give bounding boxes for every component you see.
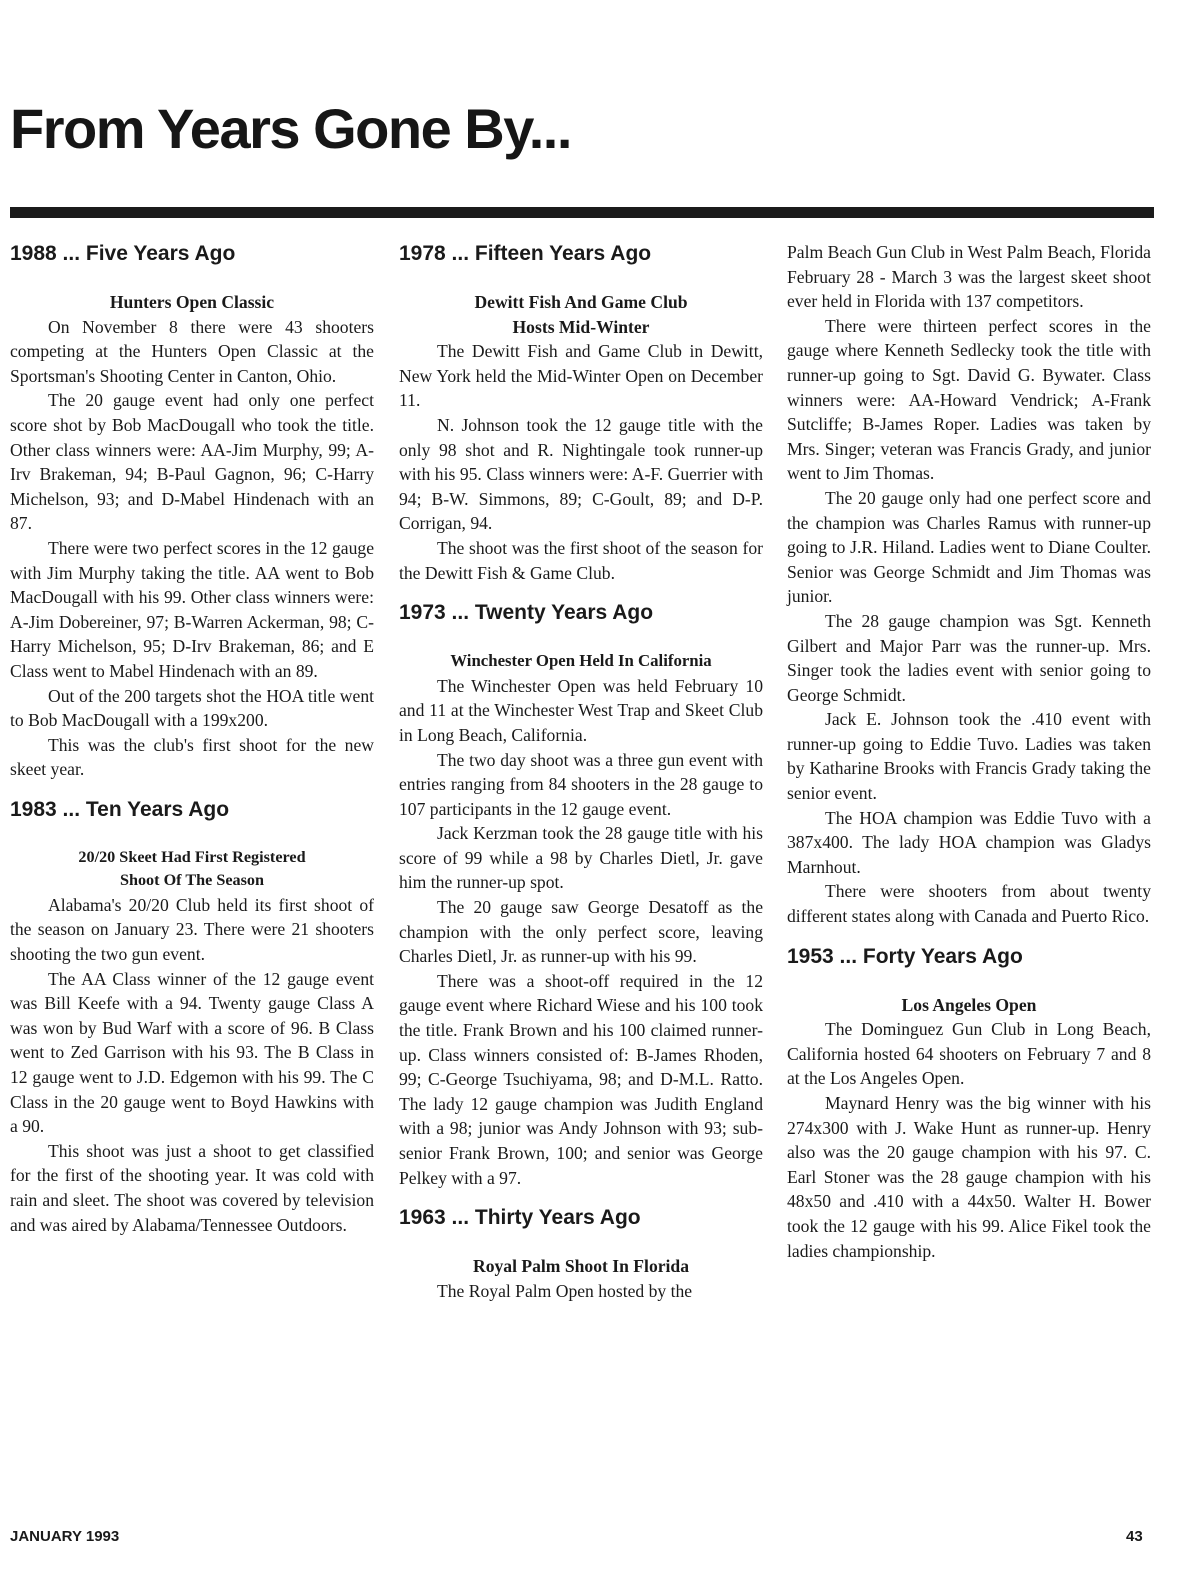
paragraph: The Dewitt Fish and Game Club in Dewitt, New York held the Mid-Winter Open on December 11. [399, 341, 763, 411]
paragraph: The Royal Palm Open hosted by the [437, 1280, 693, 1301]
paragraph: The 28 gauge champion was Sgt. Kenneth Gilbert and Major Parr was the runner-up. Mrs. Singer took the ladies event with senior going to George Schmidt. [787, 610, 1151, 705]
section-heading-1963: 1963 ... Thirty Years Ago [399, 1206, 641, 1230]
paragraph: Out of the 200 targets shot the HOA title went to Bob MacDougall with a 199x200. [10, 685, 374, 731]
subheading-2020-skeet-line2: Shoot Of The Season [119, 871, 265, 890]
paragraph: There were shooters from about twenty different states along with Canada and Puerto Rico. [787, 881, 1151, 927]
paragraph: There was a shoot-off required in the 12 gauge event where Richard Wiese and his 100 took the title. Frank Brown and his 100 claimed runner-up. Class winners consisted of: B-James Rhoden, 99; C-George Tsuchiyama, 98; and D-M.L. Ratto. The lady 12 gauge champion was Judith England with a 98; junior was Andy Johnson with 93; sub-senior Frank Brown, 100; and senior was George Pelkey with a 97. [399, 970, 763, 1188]
page-title: From Years Gone By... [10, 97, 571, 160]
paragraph-continuation: Palm Beach Gun Club in West Palm Beach, Florida February 28 - March 3 was the largest skeet shoot ever held in Florida with 137 competitors. [787, 242, 1151, 312]
paragraph: On November 8 there were 43 shooters competing at the Hunters Open Classic at the Sportsman's Shooting Center in Canton, Ohio. [10, 316, 374, 386]
paragraph: The HOA champion was Eddie Tuvo with a 387x400. The lady HOA champion was Gladys Marnhout. [787, 807, 1151, 877]
paragraph: Jack Kerzman took the 28 gauge title with his score of 99 while a 98 by Charles Dietl, Jr. gave him the runner-up spot. [399, 823, 763, 893]
section-heading-1988: 1988 ... Five Years Ago [10, 242, 236, 265]
subheading-royal-palm: Royal Palm Shoot In Florida [472, 1256, 690, 1277]
subheading-los-angeles-open: Los Angeles Open [901, 994, 1037, 1015]
paragraph: The two day shoot was a three gun event with entries ranging from 84 shooters in the 28 gauge to 107 participants in the 12 gauge event. [399, 749, 763, 819]
paragraph: The 20 gauge only had one perfect score and the champion was Charles Ramus with runner-up going to J.R. Hiland. Ladies went to Diane Coulter. Senior was George Schmidt and Jim Thomas was junior. [787, 487, 1151, 607]
paragraph: The Dominguez Gun Club in Long Beach, California hosted 64 shooters on February 7 and 8 at the Los Angeles Open. [787, 1019, 1151, 1089]
paragraph: Maynard Henry was the big winner with his 274x300 with J. Wake Hunt as runner-up. Henry also was the 20 gauge champion with his 97. C. Earl Stoner was the 28 gauge champion with his 48x50 and .410 with a 44x50. Walter H. Bower took the 12 gauge with his 99. Alice Fikel took the ladies championship. [787, 1093, 1151, 1261]
column-3 [787, 240, 1151, 1263]
subheading-hunters-open: Hunters Open Classic [109, 292, 275, 312]
column-2 [399, 240, 763, 1303]
paragraph: The shoot was the first shoot of the season for the Dewitt Fish & Game Club. [399, 537, 763, 583]
subheading-dewitt-line1: Dewitt Fish And Game Club [474, 292, 688, 312]
paragraph: This was the club's first shoot for the new skeet year. [10, 734, 374, 780]
section-heading-1973: 1973 ... Twenty Years Ago [399, 601, 654, 625]
paragraph: This shoot was just a shoot to get classified for the first of the shooting year. It was cold with rain and sleet. The shoot was covered by television and was aired by Alabama/Tennessee Outdoors. [10, 1140, 374, 1235]
paragraph: There were two perfect scores in the 12 gauge with Jim Murphy taking the title. AA went to Bob MacDougall with his 99. Other class winners were: A-Jim Dobereiner, 97; B-Warren Ackerman, 98; C-Harry Michelson, 95; D-Irv Brakeman, 86; and E Class went to Mabel Hindenach with an 89. [10, 537, 374, 681]
footer-date: JANUARY 1993 [10, 1528, 120, 1545]
column-1 [10, 240, 374, 1237]
section-heading-1953: 1953 ... Forty Years Ago [787, 944, 1023, 968]
subheading-winchester-open: Winchester Open Held In California [450, 651, 712, 671]
paragraph: The AA Class winner of the 12 gauge event was Bill Keefe with a 94. Twenty gauge Class A was won by Bud Warf with a score of 96. B Class went to Zed Garrison with his 93. The B Class in 12 gauge went to J.D. Edgemon with his 99. The C Class in the 20 gauge went to Boyd Hawkins with a 90. [10, 968, 374, 1137]
paragraph: Jack E. Johnson took the .410 event with runner-up going to Eddie Tuvo. Ladies was taken by Katharine Brooks with Francis Grady taking the senior event. [787, 709, 1151, 804]
section-heading-1983: 1983 ... Ten Years Ago [10, 797, 230, 821]
subheading-2020-skeet-line1: 20/20 Skeet Had First Registered [78, 847, 306, 866]
page-number: 43 [1126, 1528, 1143, 1545]
section-heading-1978: 1978 ... Fifteen Years Ago [399, 242, 652, 265]
paragraph: The 20 gauge event had only one perfect score shot by Bob MacDougall who took the title. Other class winners were: AA-Jim Murphy, 99; A-Irv Brakeman, 94; B-Paul Gagnon, 96; C-Harry Michelson, 93; and D-Mabel Hindenach with an 87. [10, 390, 374, 534]
paragraph: N. Johnson took the 12 gauge title with the only 98 shot and R. Nightingale took runner-up with his 95. Class winners were: A-F. Guerrier with 94; B-W. Simmons, 89; C-Goult, 89; and D-P. Corrigan, 94. [399, 414, 763, 534]
paragraph: There were thirteen perfect scores in the gauge where Kenneth Sedlecky took the title with runner-up going to Sgt. David G. Bywater. Class winners were: AA-Howard Vendrick; A-Frank Sutcliffe; B-James Roper. Ladies was taken by Mrs. Singer; veteran was Francis Grady, and junior went to Jim Thomas. [787, 315, 1151, 484]
paragraph: The Winchester Open was held February 10 and 11 at the Winchester West Trap and Skeet Club in Long Beach, California. [399, 675, 763, 745]
subheading-dewitt-line2: Hosts Mid-Winter [512, 316, 650, 337]
paragraph: The 20 gauge saw George Desatoff as the champion with the only perfect score, leaving Charles Dietl, Jr. as runner-up with his 99. [399, 897, 763, 967]
title-rule [10, 207, 1154, 218]
paragraph: Alabama's 20/20 Club held its first shoot of the season on January 23. There were 21 shooters shooting the two gun event. [10, 894, 374, 965]
